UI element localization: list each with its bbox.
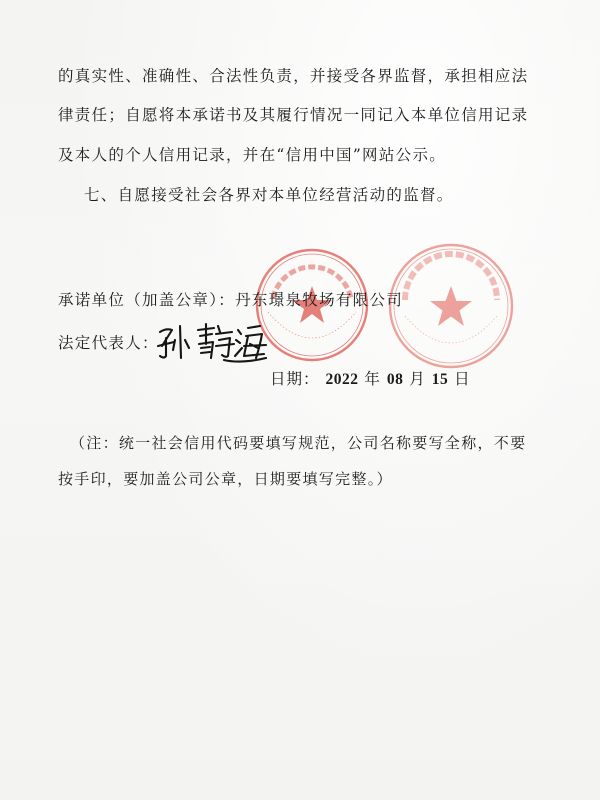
- date-day-unit: 日: [454, 370, 471, 388]
- handwritten-signature: [156, 318, 268, 368]
- legal-rep-label: 法定代表人：: [58, 334, 159, 352]
- date-month: 08: [386, 371, 404, 388]
- date-month-unit: 月: [409, 370, 426, 388]
- date-year-unit: 年: [364, 370, 381, 388]
- note-line: （注：统一社会信用代码要填写规范，公司名称要写全称，不要: [70, 434, 527, 452]
- paragraph-line: 律责任；自愿将本承诺书及其履行情况一同记入本单位信用记录: [58, 106, 529, 124]
- date-line: [270, 367, 471, 389]
- paragraph-line: 及本人的个人信用记录，并在“信用中国”网站公示。: [58, 146, 447, 164]
- company-name: 丹东璟泉牧场有限公司: [235, 291, 404, 309]
- promisor-label: 承诺单位（加盖公章）：: [58, 291, 236, 309]
- note-line: 按手印，要加盖公司公章，日期要填写完整。）: [58, 470, 393, 488]
- promisor-line: [58, 288, 558, 310]
- clause-seven: 七、自愿接受社会各界对本单位经营活动的监督。: [84, 186, 454, 204]
- date-year: 2022: [325, 371, 359, 388]
- date-label: 日期：: [270, 370, 320, 388]
- paragraph-line: 的真实性、准确性、合法性负责，并接受各界监督，承担相应法: [58, 67, 529, 85]
- date-day: 15: [431, 371, 449, 388]
